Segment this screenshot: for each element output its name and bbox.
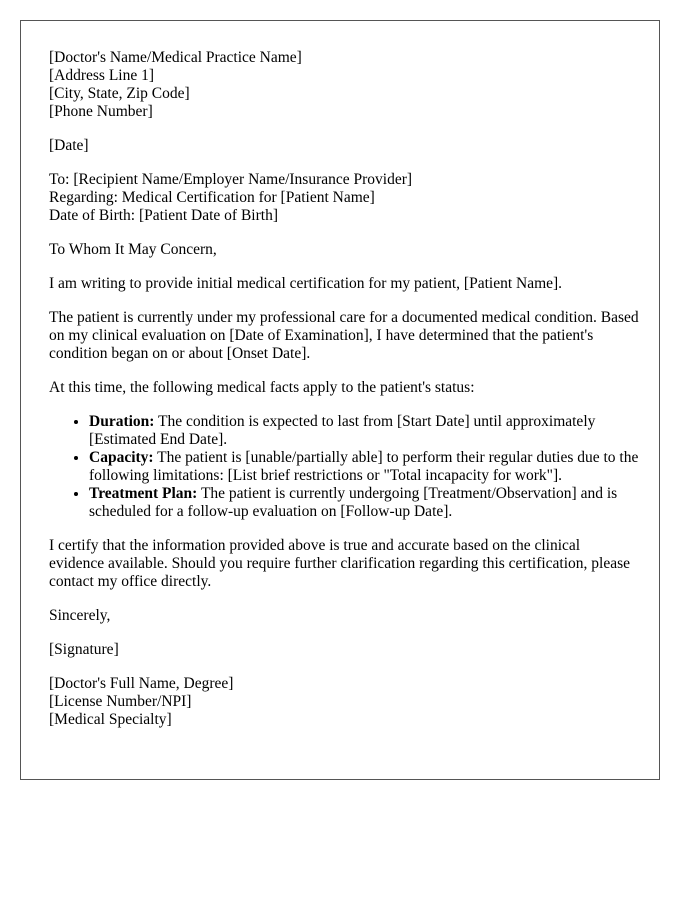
sender-address: [Address Line 1] <box>49 67 155 84</box>
intro-paragraph: I am writing to provide initial medical certification for my patient, [Patient Name]. <box>49 275 563 292</box>
signer-name: [Doctor's Full Name, Degree] <box>49 675 234 692</box>
capacity-label: Capacity: <box>89 449 154 466</box>
sender-city-state-zip: [City, State, Zip Code] <box>49 85 190 102</box>
treatment-plan-text: The patient is currently undergoing [Treatment/Observation] and is scheduled for a follow-up evaluation on [Follow-up Date]. <box>89 485 618 520</box>
list-item-duration <box>89 413 639 449</box>
closing: Sincerely, <box>49 607 111 624</box>
condition-paragraph: The patient is currently under my professional care for a documented medical condition. Based on my clinical evaluation on [Date of Examination], I have determined that the patient's condition began on or about [Onset Date]. <box>49 309 639 362</box>
date-of-birth-line: Date of Birth: [Patient Date of Birth] <box>49 207 278 224</box>
certification-paragraph: I certify that the information provided above is true and accurate based on the clinical evidence available. Should you require further clarification regarding this certification, please contact my office directly. <box>49 537 631 590</box>
sender-name: [Doctor's Name/Medical Practice Name] <box>49 49 302 66</box>
facts-intro-paragraph: At this time, the following medical facts apply to the patient's status: <box>49 379 475 396</box>
signer-specialty: [Medical Specialty] <box>49 711 172 728</box>
signer-block <box>49 675 639 729</box>
regarding-line: Regarding: Medical Certification for [Patient Name] <box>49 189 375 206</box>
signature-placeholder: [Signature] <box>49 641 119 658</box>
recipient-block <box>49 171 639 225</box>
letter-page <box>20 20 660 780</box>
signer-license: [License Number/NPI] <box>49 693 192 710</box>
list-item-treatment-plan <box>89 485 639 521</box>
sender-block <box>49 49 639 121</box>
duration-label: Duration: <box>89 413 155 430</box>
sender-phone: [Phone Number] <box>49 103 153 120</box>
medical-facts-list <box>49 413 639 521</box>
list-item-capacity <box>89 449 639 485</box>
recipient-to: To: [Recipient Name/Employer Name/Insurance Provider] <box>49 171 413 188</box>
letter-body <box>49 49 639 745</box>
capacity-text: The patient is [unable/partially able] to perform their regular duties due to the following limitations: [List brief restrictions or "Total incapacity for work"]. <box>89 449 639 484</box>
salutation: To Whom It May Concern, <box>49 241 217 258</box>
duration-text: The condition is expected to last from [Start Date] until approximately [Estimated End Date]. <box>89 413 596 448</box>
treatment-plan-label: Treatment Plan: <box>89 485 198 502</box>
letter-date: [Date] <box>49 137 89 154</box>
